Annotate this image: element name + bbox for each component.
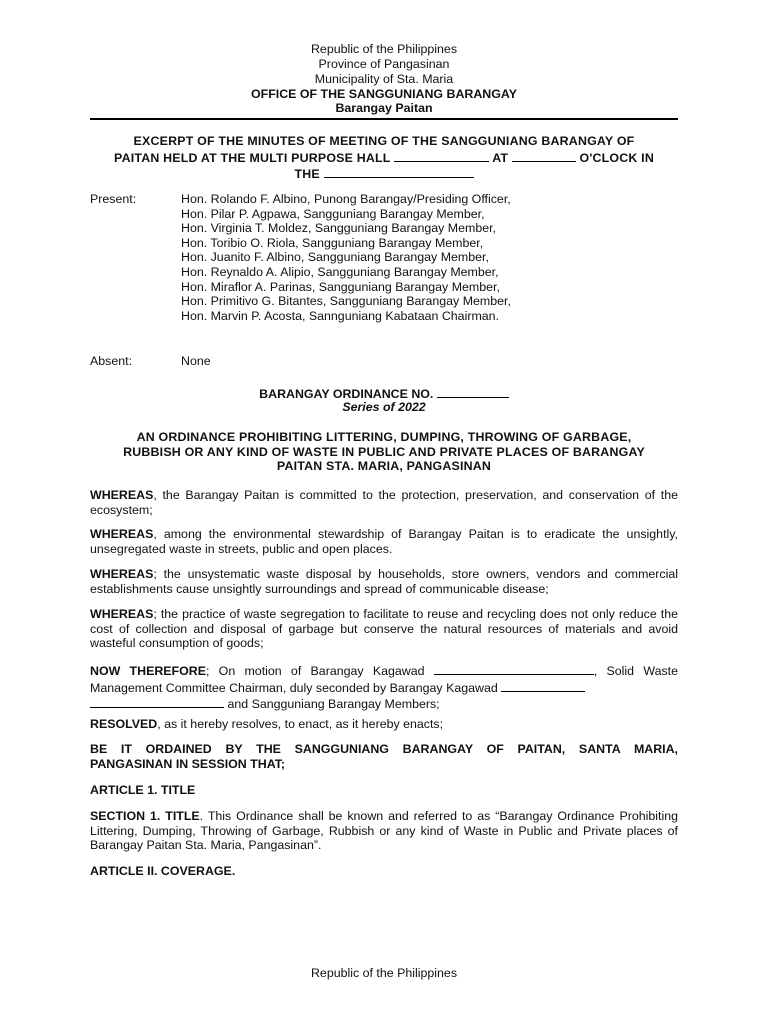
whereas-keyword: WHEREAS [90, 607, 154, 621]
period-blank [324, 165, 474, 178]
kagawad-second-blank [501, 679, 585, 692]
whereas-text: , among the environmental stewardship of Barangay Paitan is to eradicate the unsightly, unsegregated waste in streets, public and open places. [90, 527, 678, 556]
whereas-keyword: WHEREAS [90, 527, 154, 541]
whereas-text: , the Barangay Paitan is committed to the protection, preservation, and conservation of the ecosystem; [90, 488, 678, 517]
article-1-heading: ARTICLE 1. TITLE [90, 783, 196, 797]
now-therefore-text: and Sangguniang Barangay Members; [227, 697, 440, 712]
excerpt-line-2 [90, 149, 678, 166]
now-therefore-clause [90, 662, 678, 712]
present-member: Hon. Virginia T. Moldez, Sangguniang Barangay Member, [181, 221, 497, 236]
section-1-text: . This Ordinance shall be known and referred to as “Barangay Ordinance Prohibiting Littering, Dumping, Throwing of Garbage, Rubbish or any kind of Waste in Public and Private places of Barangay Paitan Sta. Maria, Pangasinan”. [90, 809, 678, 853]
excerpt-at: AT [492, 150, 509, 165]
whereas-text: ; the unsystematic waste disposal by households, store owners, vendors and commercial establishments cause unsightly surroundings and spread of communicable disease; [90, 567, 678, 596]
ordinance-title-line-1: AN ORDINANCE PROHIBITING LITTERING, DUMPING, THROWING OF GARBAGE, [136, 430, 632, 444]
whereas-keyword: WHEREAS [90, 567, 154, 581]
present-member: Hon. Primitivo G. Bitantes, Sangguniang Barangay Member, [181, 294, 511, 309]
now-therefore-keyword: NOW THEREFORE [90, 664, 206, 678]
ordained-clause [90, 742, 678, 771]
now-therefore-line-3 [90, 695, 678, 712]
header-office: OFFICE OF THE SANGGUNIANG BARANGAY [251, 87, 517, 101]
kagawad-motion-blank [434, 662, 594, 675]
excerpt-line-3 [90, 165, 678, 182]
ordinance-title [90, 430, 678, 474]
now-therefore-line-2 [90, 679, 678, 696]
excerpt-line-1: EXCERPT OF THE MINUTES OF MEETING OF THE SANGGUNIANG BARANGAY OF [133, 134, 635, 148]
present-list [181, 192, 511, 323]
whereas-clause-4 [90, 607, 678, 651]
ordinance-number-label: BARANGAY ORDINANCE NO. [259, 387, 434, 401]
present-label: Present: [90, 192, 137, 206]
section-1 [90, 809, 678, 853]
next-page-header: Republic of the Philippines [310, 966, 458, 980]
present-member: Hon. Toribio O. Riola, Sangguniang Barangay Member, [181, 235, 484, 250]
excerpt-hall: PAITAN HELD AT THE MULTI PURPOSE HALL [114, 150, 391, 165]
kagawad-second-blank-2 [90, 695, 224, 708]
present-member: Hon. Reynaldo A. Alipio, Sangguniang Barangay Member, [181, 264, 499, 279]
section-1-keyword: SECTION 1. TITLE [90, 809, 200, 823]
whereas-clause-2 [90, 527, 678, 556]
present-member: Hon. Rolando F. Albino, Punong Barangay/Presiding Officer, [181, 192, 511, 206]
header-province: Province of Pangasinan [318, 57, 450, 71]
excerpt-title [90, 134, 678, 182]
whereas-text: ; the practice of waste segregation to facilitate to reuse and recycling does not only reduce the cost of collection and disposal of garbage but conserve the natural resources of materials and avoid wasteful consumption of goods; [90, 607, 678, 651]
resolved-keyword: RESOLVED [90, 717, 158, 731]
present-member: Hon. Juanito F. Albino, Sangguniang Barangay Member, [181, 250, 489, 265]
header-barangay: Barangay Paitan [335, 101, 433, 115]
absent-value: None [181, 354, 211, 368]
ordained-line-2: PANGASINAN IN SESSION THAT; [90, 756, 286, 771]
resolved-clause [90, 717, 678, 732]
date-blank [394, 149, 489, 162]
whereas-clause-1 [90, 488, 678, 517]
present-member: Hon. Miraflor A. Parinas, Sangguniang Barangay Member, [181, 279, 500, 294]
now-therefore-line-1 [90, 662, 678, 679]
resolved-text: , as it hereby resolves, to enact, as it hereby enacts; [157, 717, 444, 731]
now-therefore-text: Management Committee Chairman, duly seconded by Barangay Kagawad [90, 680, 498, 695]
absent-label: Absent: [90, 354, 133, 368]
present-member: Hon. Pilar P. Agpawa, Sangguniang Barangay Member, [181, 206, 485, 221]
ordinance-title-line-3: PAITAN STA. MARIA, PANGASINAN [276, 459, 492, 474]
header-divider [90, 118, 678, 120]
present-member: Hon. Marvin P. Acosta, Sannguniang Kabataan Chairman. [181, 308, 499, 323]
article-2-heading: ARTICLE II. COVERAGE. [90, 864, 236, 878]
ordained-line-1: BE IT ORDAINED BY THE SANGGUNIANG BARANGAY OF PAITAN, SANTA MARIA, [90, 742, 678, 756]
whereas-keyword: WHEREAS [90, 488, 154, 502]
now-therefore-text: , Solid Waste [593, 664, 678, 678]
now-therefore-text: ; On motion of Barangay Kagawad [205, 664, 425, 678]
excerpt-the: THE [294, 167, 320, 182]
header-republic: Republic of the Philippines [310, 42, 458, 56]
header-municipality: Municipality of Sta. Maria [314, 72, 454, 86]
whereas-clause-3 [90, 567, 678, 596]
excerpt-oclock: O'CLOCK IN [579, 150, 654, 165]
time-blank [512, 149, 576, 162]
ordinance-number-blank [437, 385, 509, 398]
ordinance-series: Series of 2022 [342, 400, 426, 414]
ordinance-title-line-2: RUBBISH OR ANY KIND OF WASTE IN PUBLIC AND PRIVATE PLACES OF BARANGAY [123, 444, 645, 459]
